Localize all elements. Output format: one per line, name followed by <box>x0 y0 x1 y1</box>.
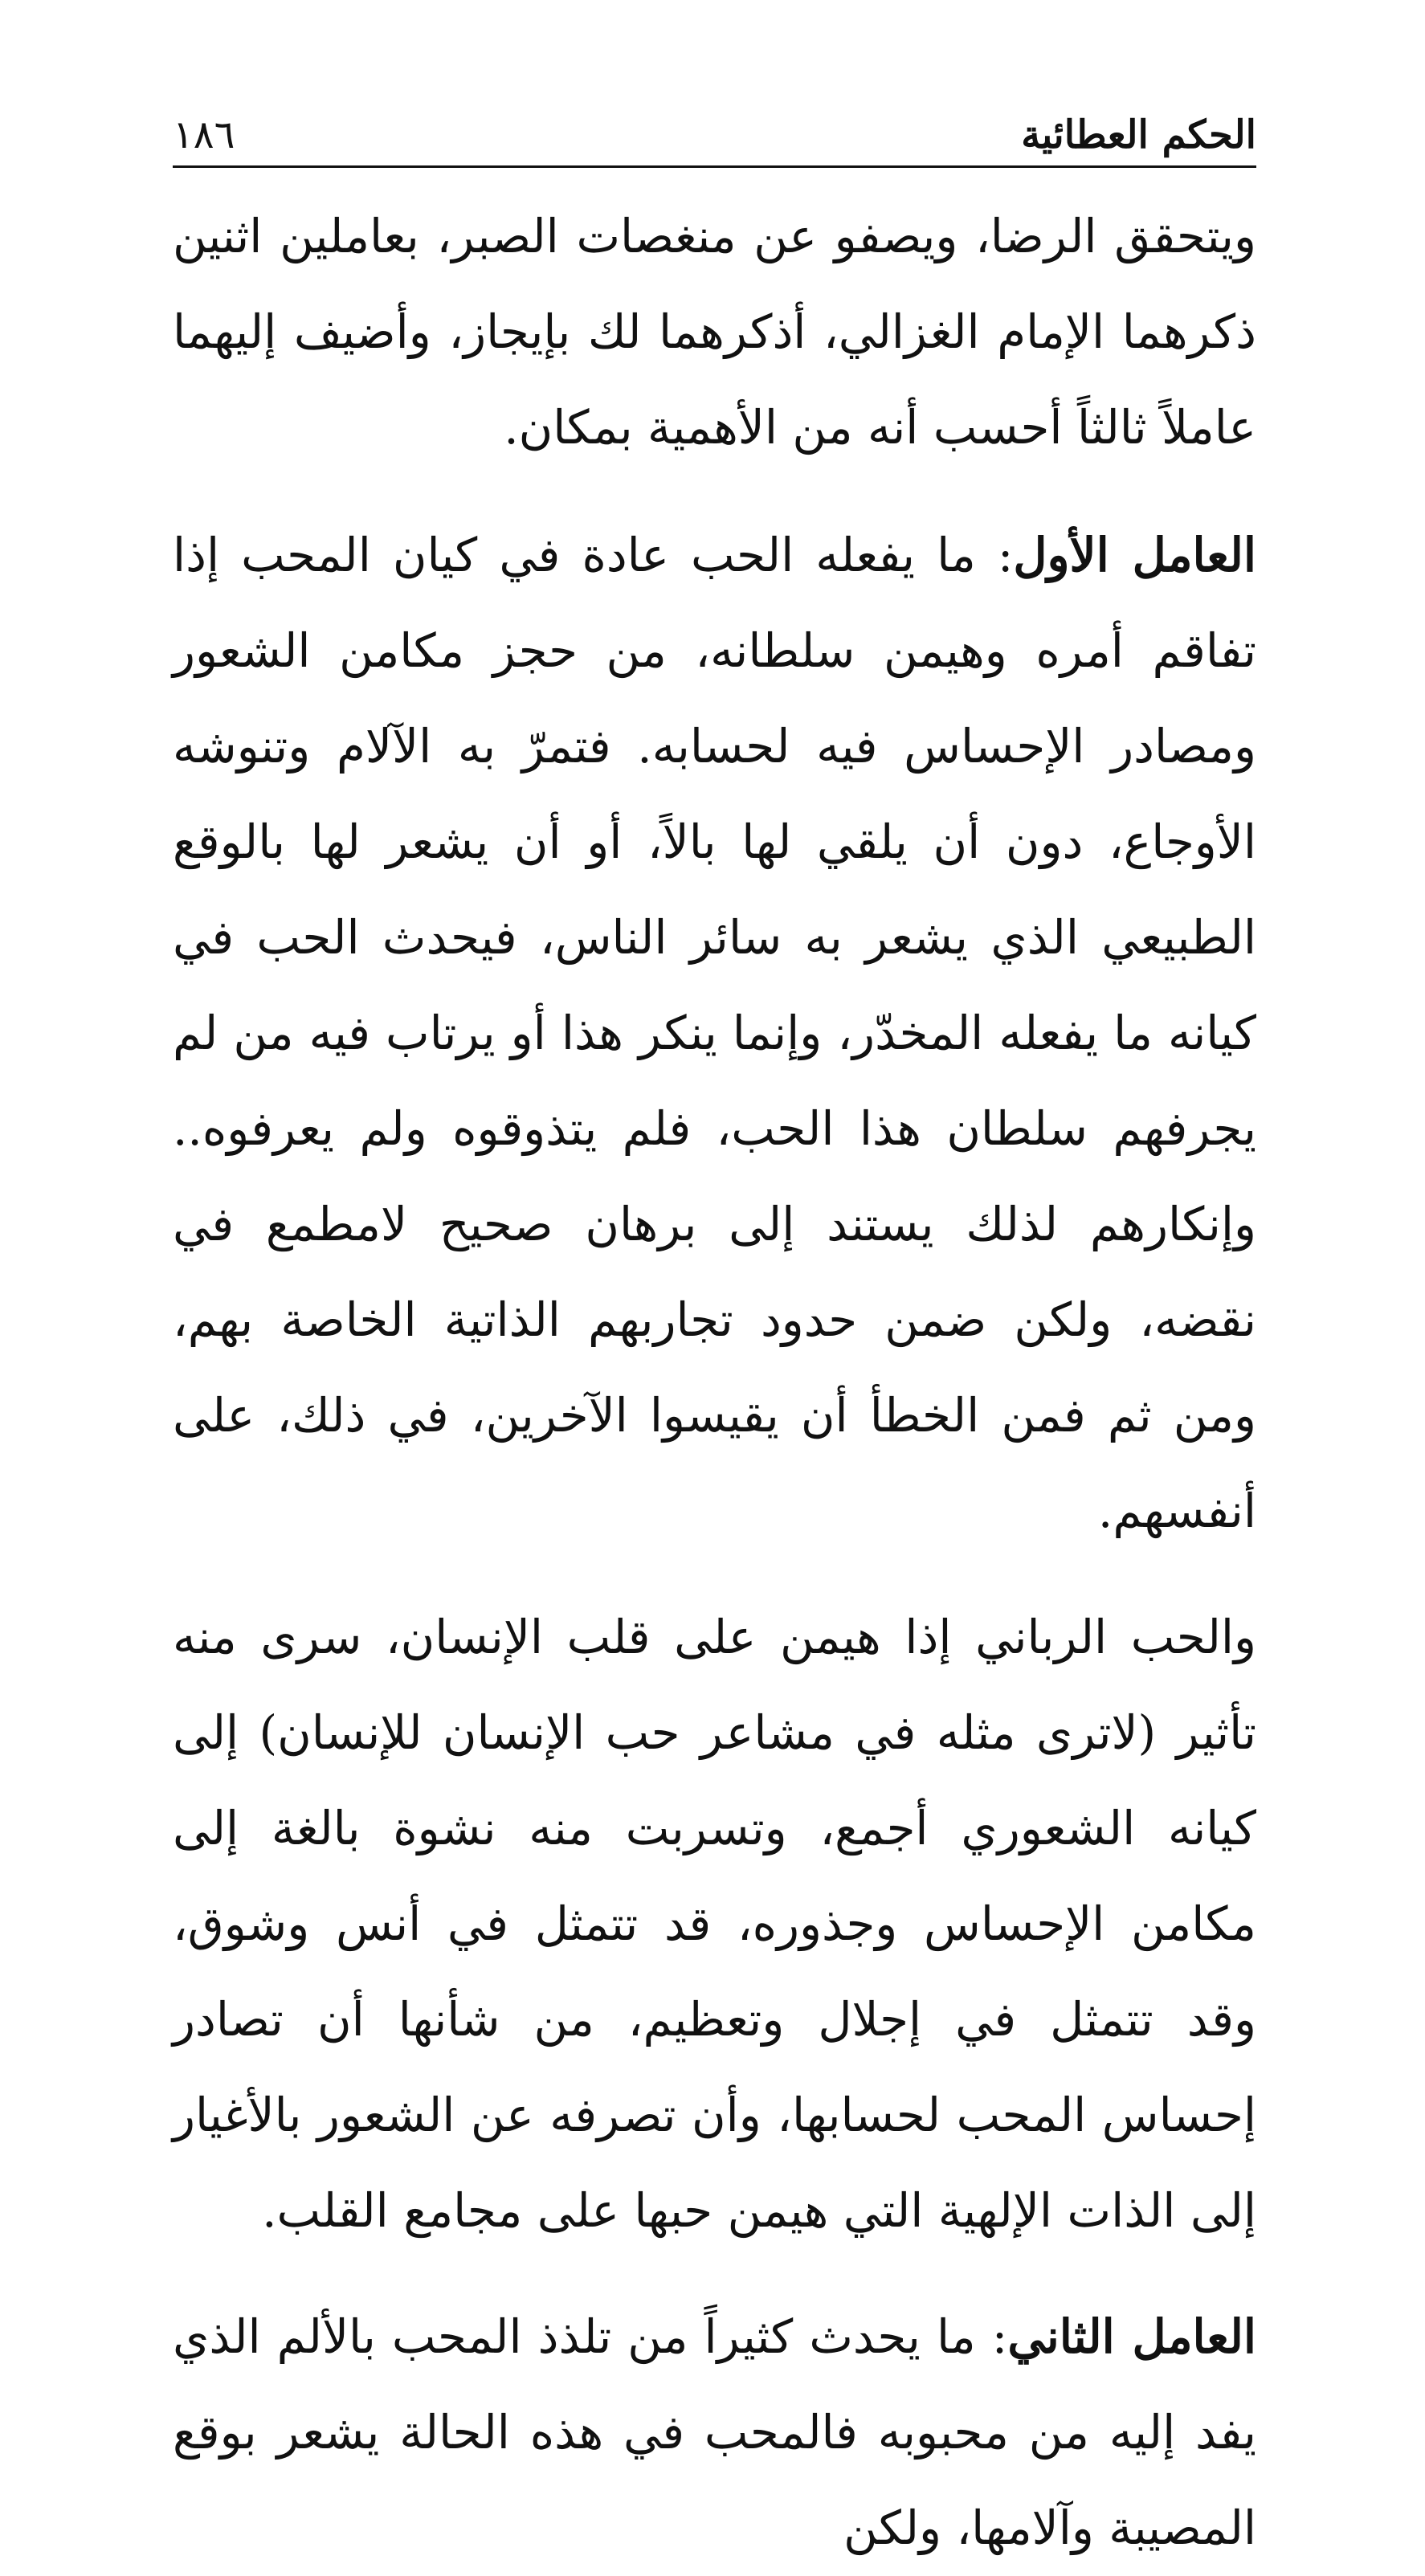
running-title: الحكم العطائية <box>1021 112 1256 157</box>
running-header <box>173 103 1256 168</box>
first-factor-heading: العامل الأول <box>1013 528 1256 582</box>
paragraph-text: ويتحقق الرضا، ويصفو عن منغصات الصبر، بعاملين اثنين ذكرهما الإمام الغزالي، أذكرهما لك بإيجاز، وأضيف إليهما عاملاً ثالثاً أحسب أنه من الأهمية بمكان. <box>173 209 1256 455</box>
paragraph-second-factor <box>173 2289 1256 2576</box>
paragraph-divine-love <box>173 1590 1256 2259</box>
paragraph-first-factor <box>173 508 1256 1559</box>
paragraph-text: والحب الرباني إذا هيمن على قلب الإنسان، سرى منه تأثير (لاترى مثله في مشاعر حب الإنسان للإنسان) إلى كيانه الشعوري أجمع، وتسربت منه نشوة بالغة إلى مكامن الإحساس وجذوره، قد تتمثل في أنس وشوق، وقد تتمثل في إجلال وتعظيم، من شأنها أن تصادر إحساس المحب لحسابها، وأن تصرفه عن الشعور بالأغيار إلى الذات الإلهية التي هيمن حبها على مجامع القلب. <box>173 1610 1256 2238</box>
page-number: ١٨٦ <box>173 112 235 157</box>
body-text <box>173 189 1256 2576</box>
paragraph-intro <box>173 189 1256 476</box>
second-factor-heading: العامل الثاني <box>1007 2309 1256 2364</box>
paragraph-text: : ما يفعله الحب عادة في كيان المحب إذا تفاقم أمره وهيمن سلطانه، من حجز مكامن الشعور ومصادر الإحساس فيه لحسابه. فتمرّ به الآلام وتنوشه الأوجاع، دون أن يلقي لها بالاً، أو أن يشعر لها بالوقع الطبيعي الذي يشعر به سائر الناس، فيحدث الحب في كيانه ما يفعله المخدّر، وإنما ينكر هذا أو يرتاب فيه من لم يجرفهم سلطان هذا الحب، فلم يتذوقوه ولم يعرفوه.. وإنكارهم لذلك يستند إلى برهان صحيح لامطمع في نقضه، ولكن ضمن حدود تجاربهم الذاتية الخاصة بهم، ومن ثم فمن الخطأ أن يقيسوا الآخرين، في ذلك، على أنفسهم. <box>173 528 1256 1538</box>
paragraph-text: : ما يحدث كثيراً من تلذذ المحب بالألم الذي يفد إليه من محبوبه فالمحب في هذه الحالة يشعر بوقع المصيبة وآلامها، ولكن <box>173 2309 1256 2555</box>
